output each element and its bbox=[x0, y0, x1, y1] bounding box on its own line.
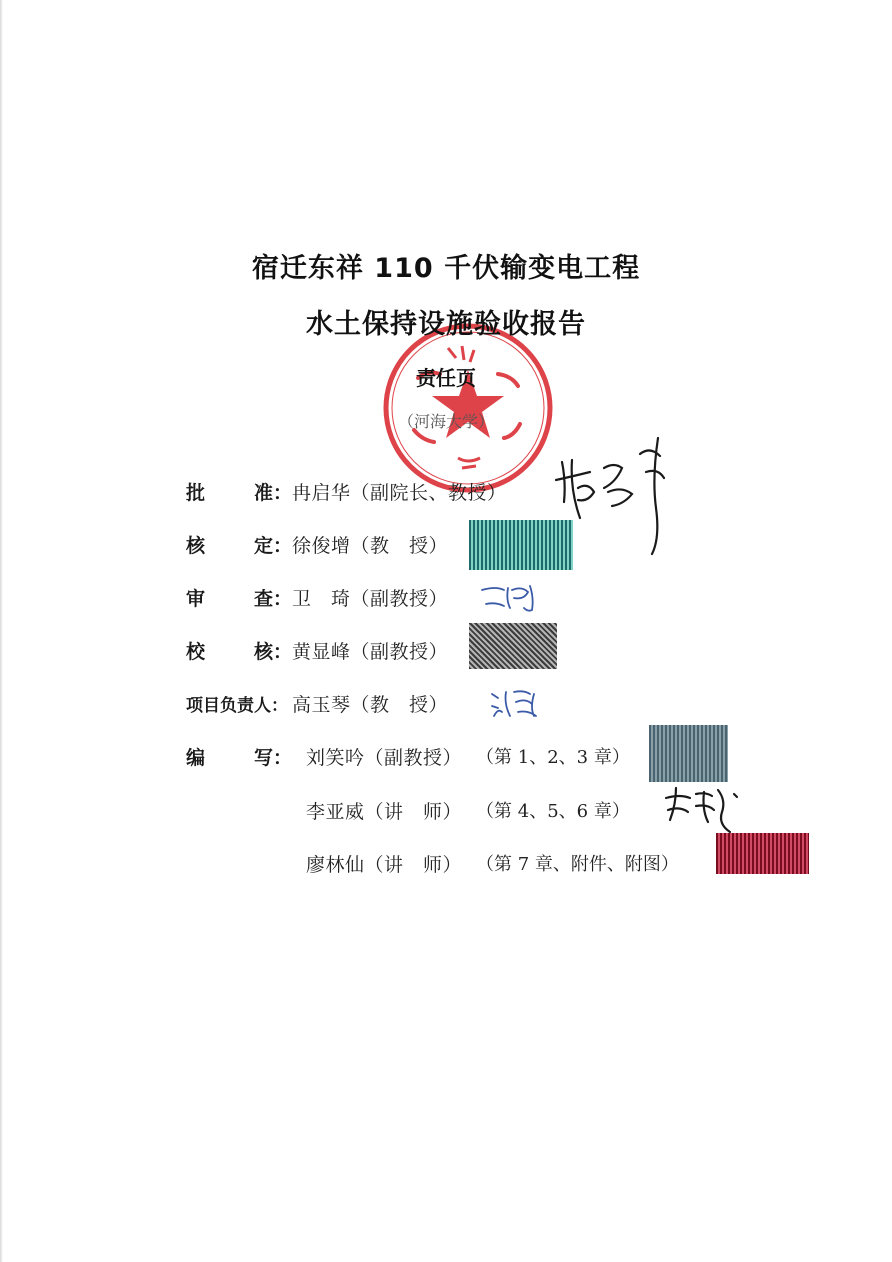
handwritten-signature bbox=[660, 784, 746, 836]
document-title-line1: 宿迁东祥 110 千伏输变电工程 bbox=[251, 253, 641, 284]
writer-row-1 bbox=[186, 741, 630, 771]
signatory-row-project-lead bbox=[186, 688, 448, 718]
role-label: 批 准： bbox=[186, 481, 292, 504]
signatory-row-approve bbox=[186, 476, 507, 506]
redacted-signature bbox=[716, 833, 809, 874]
signatory-name: 冉启华（副院长、教授） bbox=[292, 481, 507, 504]
redacted-signature bbox=[469, 623, 557, 669]
role-label: 审 查： bbox=[186, 587, 292, 610]
signatory-row-verify bbox=[186, 529, 448, 559]
role-label: 编 写： bbox=[186, 746, 292, 769]
role-label: 核 定： bbox=[186, 534, 292, 557]
signatory-name: 徐俊增（教 授） bbox=[292, 534, 449, 557]
writer-name: 李亚威（讲 师） bbox=[306, 800, 463, 823]
writer-name: 刘笑吟（副教授） bbox=[306, 746, 463, 769]
signatory-row-review bbox=[186, 582, 448, 612]
redacted-signature bbox=[469, 520, 573, 570]
writer-chapters: （第 4、5、6 章） bbox=[476, 801, 630, 822]
writer-chapters: （第 7 章、附件、附图） bbox=[476, 854, 679, 875]
signatory-row-check bbox=[186, 635, 448, 665]
writer-name: 廖林仙（讲 师） bbox=[306, 853, 463, 876]
writer-row-2 bbox=[306, 795, 630, 825]
writer-chapters: （第 1、2、3 章） bbox=[476, 747, 630, 768]
redacted-signature bbox=[649, 725, 728, 782]
institution-seal-icon bbox=[378, 318, 558, 498]
handwritten-signature bbox=[488, 686, 550, 722]
signatory-name: 卫 琦（副教授） bbox=[292, 587, 449, 610]
page-edge bbox=[0, 0, 3, 1262]
writer-row-3 bbox=[306, 848, 679, 878]
document-subtitle: 责任页 bbox=[416, 366, 476, 390]
role-label: 项目负责人： bbox=[186, 695, 288, 716]
signatory-name: 高玉琴（教 授） bbox=[292, 693, 449, 716]
document-title-line2: 水土保持设施验收报告 bbox=[306, 309, 586, 340]
role-label: 校 核： bbox=[186, 640, 292, 663]
organization-name: （河海大学） bbox=[397, 412, 494, 431]
handwritten-signature bbox=[478, 580, 548, 616]
signatory-name: 黄显峰（副教授） bbox=[292, 640, 449, 663]
